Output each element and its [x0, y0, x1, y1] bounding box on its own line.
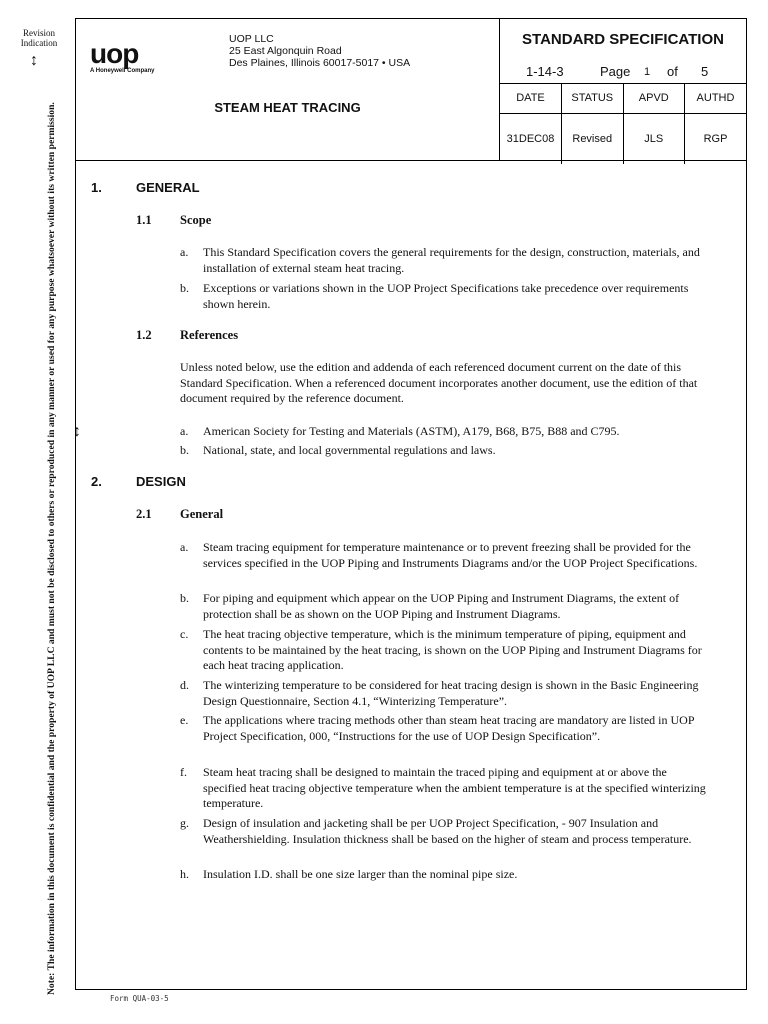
- uop-logo: [90, 38, 155, 75]
- page-total: 5: [701, 64, 709, 79]
- form-identifier: Form QUA-03-5: [110, 994, 169, 1003]
- apvd-header: APVD: [623, 83, 685, 114]
- section-1-title: GENERAL: [136, 180, 200, 195]
- confidentiality-note: Note: The information in this document is confidential and the property of UOP LLC and must not be disclosed to others or reproduced in any manner or used for any purpose whatsoever without its written permission.: [46, 102, 57, 995]
- section-2-1-number: 2.1: [136, 507, 152, 521]
- logo-subtitle: A Honeywell Company: [90, 68, 155, 74]
- date-value: 31DEC08: [506, 133, 555, 145]
- document-title: STEAM HEAT TRACING: [214, 100, 361, 115]
- revision-indication-label: Revision Indication: [20, 28, 58, 48]
- references-paragraph: Unless noted below, use the edition and addenda of each referenced document current on the date of this Standard Specification. When a referenced document incorporates another document, use the edition of that document required by the reference document.: [180, 360, 698, 405]
- spec-number: 1-14-3: [526, 64, 564, 79]
- section-1-1-title: Scope: [180, 213, 212, 227]
- section-1-2-title: References: [180, 328, 239, 342]
- status-header: STATUS: [562, 83, 624, 114]
- status-value: Revised: [562, 114, 624, 165]
- section-2-title: DESIGN: [136, 474, 186, 489]
- section-1-1-number: 1.1: [136, 213, 152, 227]
- of-label: of: [667, 64, 678, 79]
- revision-arrow-icon: ↕: [73, 423, 81, 440]
- authd-value: RGP: [685, 114, 747, 165]
- revision-arrow-icon: ↕: [30, 52, 38, 69]
- company-address: [229, 33, 410, 69]
- spec-title: STANDARD SPECIFICATION: [522, 31, 724, 48]
- apvd-value: JLS: [623, 114, 685, 165]
- page-label: Page: [600, 64, 631, 79]
- company-name: UOP LLC: [229, 33, 274, 45]
- section-1-2-number: 1.2: [136, 328, 152, 342]
- section-2-1-title: General: [180, 507, 224, 521]
- date-header: DATE: [500, 83, 562, 114]
- spec-box: [500, 19, 746, 160]
- section-2-number: 2.: [91, 474, 102, 489]
- logo-wordmark: uop: [90, 38, 139, 69]
- authd-header: AUTHD: [685, 83, 747, 114]
- approval-table: [500, 83, 746, 164]
- section-1-number: 1.: [91, 180, 102, 195]
- address-line-2: Des Plaines, Illinois 60017-5017 • USA: [229, 57, 411, 69]
- page-number: 1: [644, 66, 651, 78]
- address-line-1: 25 East Algonquin Road: [229, 45, 342, 57]
